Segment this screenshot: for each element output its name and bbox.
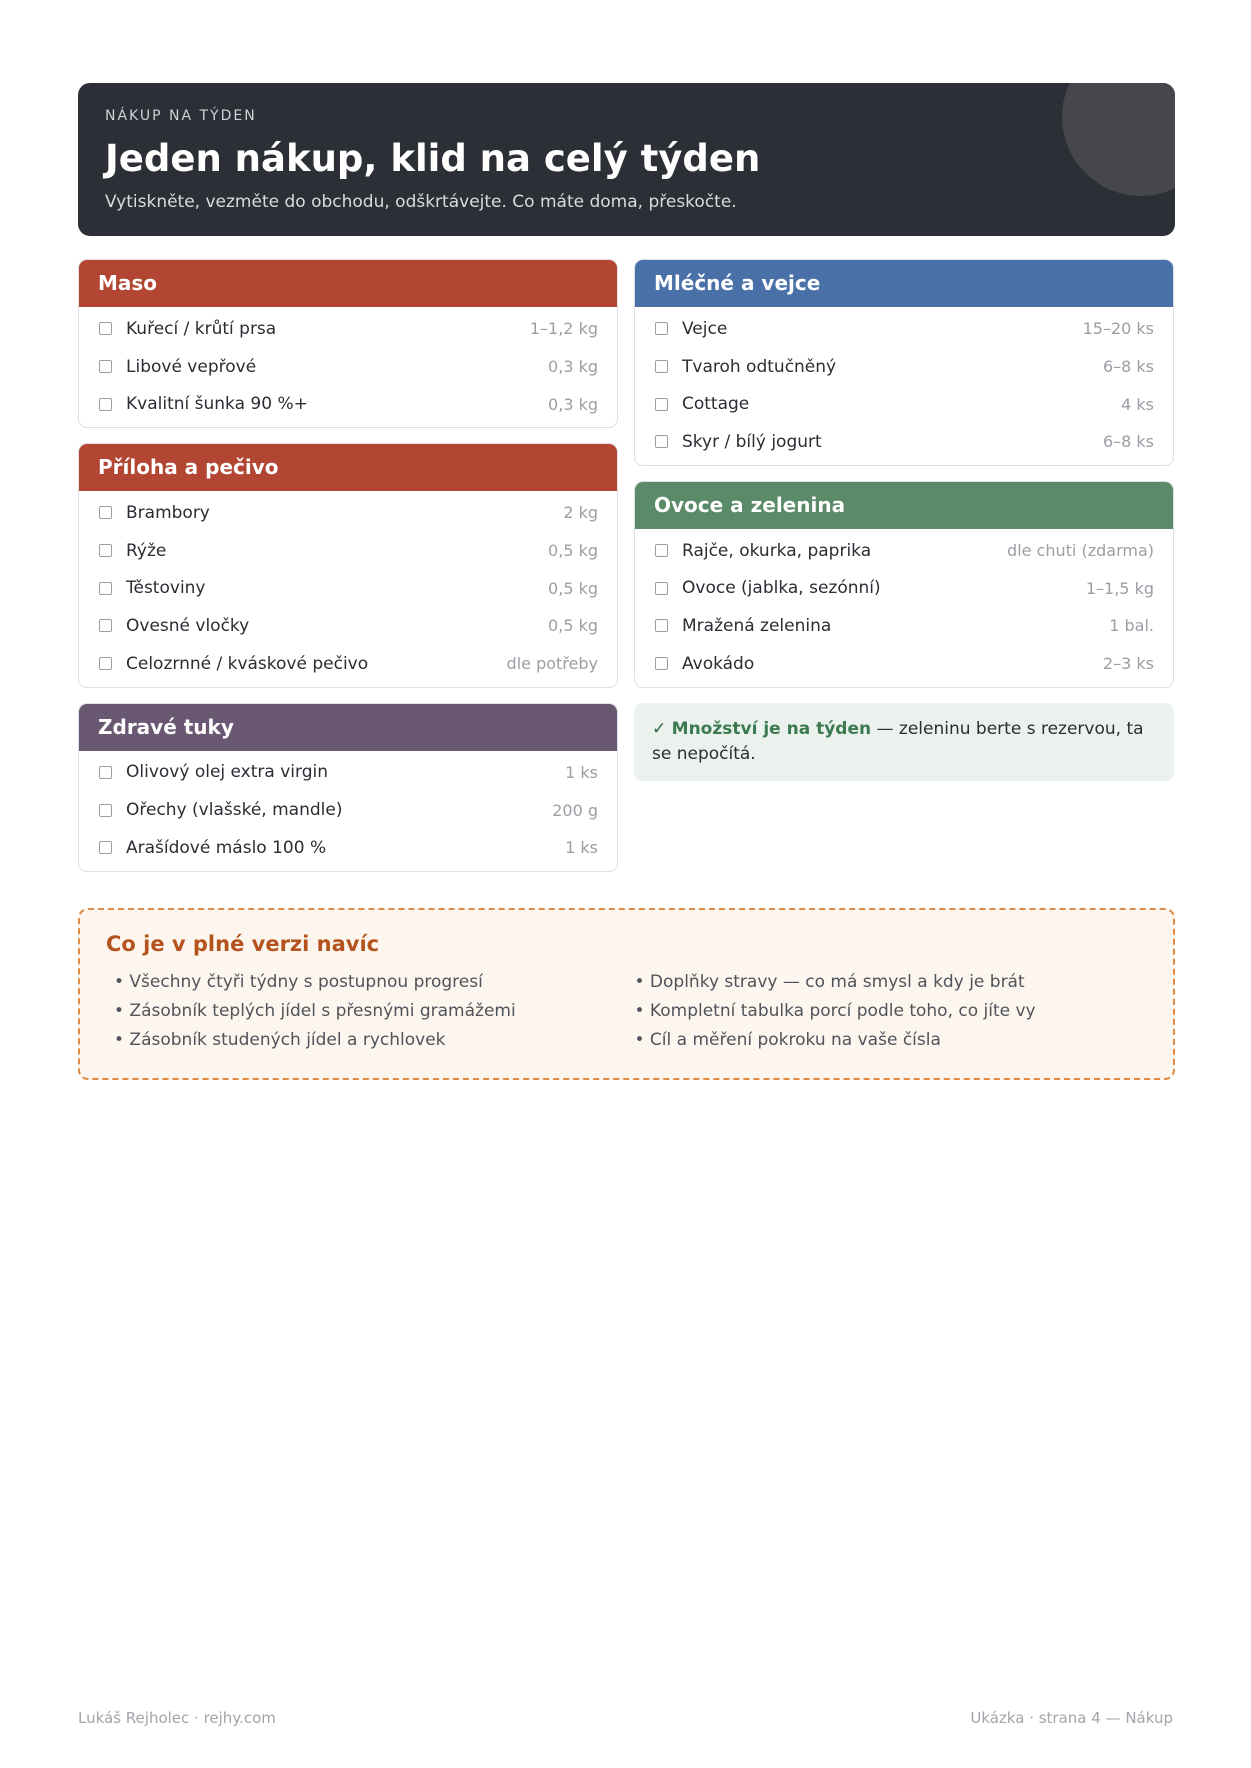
page-subtitle: Vytiskněte, vezměte do obchodu, odškrtávejte. Co máte doma, přeskočte. (105, 192, 737, 212)
item-quantity: 2–3 ks (1102, 654, 1154, 674)
checkbox-icon[interactable] (99, 766, 112, 779)
note-text: — zeleninu berte s rezervou, ta se nepočítá. (652, 718, 1144, 764)
category-title: Ovoce a zelenina (635, 482, 1173, 529)
list-item[interactable] (79, 607, 617, 645)
list-item[interactable] (635, 607, 1173, 645)
extras-left-list (106, 968, 627, 1055)
category-title: Zdravé tuky (79, 704, 617, 751)
note-bold: Množství je na týden (671, 718, 872, 739)
item-name: Ořechy (vlašské, mandle) (126, 800, 343, 821)
list-item[interactable] (79, 791, 617, 829)
checkbox-icon[interactable] (655, 322, 668, 335)
list-item[interactable] (79, 348, 617, 386)
item-name: Cottage (682, 394, 750, 415)
footer-author: Lukáš Rejholec · rejhy.com (78, 1709, 276, 1727)
item-name: Avokádo (682, 653, 755, 674)
list-item[interactable] (635, 569, 1173, 607)
checkbox-icon[interactable] (655, 360, 668, 373)
checkbox-icon[interactable] (99, 619, 112, 632)
item-quantity: dle potřeby (506, 654, 598, 674)
list-item[interactable] (79, 645, 617, 683)
header-banner (78, 83, 1175, 236)
checkbox-icon[interactable] (99, 544, 112, 557)
page-title: Jeden nákup, klid na celý týden (105, 137, 761, 180)
checkbox-icon[interactable] (99, 582, 112, 595)
item-name: Vejce (682, 318, 728, 339)
item-quantity: 1–1,2 kg (529, 319, 598, 339)
checkbox-icon[interactable] (99, 804, 112, 817)
item-name: Olivový olej extra virgin (126, 762, 328, 783)
check-icon: ✓ (652, 718, 667, 739)
extras-bullet: • Všechny čtyři týdny s postupnou progresí (114, 971, 483, 992)
item-quantity: 0,5 kg (548, 578, 598, 598)
item-quantity: 1 ks (565, 838, 598, 858)
item-name: Kvalitní šunka 90 %+ (126, 394, 308, 415)
list-item[interactable] (635, 310, 1173, 348)
item-quantity: 200 g (552, 800, 598, 820)
category-card (78, 703, 618, 872)
category-card (634, 259, 1174, 466)
list-item[interactable] (79, 569, 617, 607)
checkbox-icon[interactable] (655, 398, 668, 411)
right-column (634, 259, 1174, 887)
checkbox-icon[interactable] (99, 657, 112, 670)
extras-bullet: • Zásobník teplých jídel s přesnými gramážemi (114, 1000, 516, 1021)
item-quantity: 6–8 ks (1102, 357, 1154, 377)
item-name: Arašídové máslo 100 % (126, 837, 327, 858)
item-quantity: 0,3 kg (548, 357, 598, 377)
list-item[interactable] (79, 754, 617, 792)
item-name: Kuřecí / krůtí prsa (126, 318, 277, 339)
list-item[interactable] (79, 385, 617, 423)
item-name: Ovoce (jablka, sezónní) (682, 578, 881, 599)
list-item[interactable] (635, 423, 1173, 461)
list-item[interactable] (635, 645, 1173, 683)
footer-page-info: Ukázka · strana 4 — Nákup (970, 1709, 1173, 1727)
checkbox-icon[interactable] (655, 544, 668, 557)
item-name: Těstoviny (126, 578, 206, 599)
item-quantity: 1–1,5 kg (1085, 578, 1154, 598)
checkbox-icon[interactable] (99, 398, 112, 411)
extras-right-list (627, 968, 1148, 1055)
item-name: Ovesné vločky (126, 615, 250, 636)
extras-bullet: • Kompletní tabulka porcí podle toho, co jíte vy (634, 1000, 1036, 1021)
item-name: Celozrnné / kváskové pečivo (126, 653, 369, 674)
extras-bullet: • Cíl a měření pokroku na vaše čísla (634, 1029, 941, 1050)
category-title: Příloha a pečivo (79, 444, 617, 491)
item-name: Tvaroh odtučněný (682, 356, 837, 377)
checkbox-icon[interactable] (655, 657, 668, 670)
item-name: Mražená zelenina (682, 615, 832, 636)
list-item[interactable] (79, 532, 617, 570)
page (78, 83, 1175, 1080)
list-item[interactable] (635, 385, 1173, 423)
item-name: Brambory (126, 502, 210, 523)
category-card (78, 443, 618, 687)
item-quantity: dle chuti (zdarma) (1007, 541, 1154, 561)
extras-box (78, 908, 1175, 1080)
item-name: Rýže (126, 540, 167, 561)
list-item[interactable] (79, 310, 617, 348)
checkbox-icon[interactable] (655, 435, 668, 448)
item-quantity: 1 bal. (1109, 616, 1154, 636)
list-item[interactable] (79, 829, 617, 867)
item-quantity: 0,5 kg (548, 541, 598, 561)
extras-bullet: • Doplňky stravy — co má smysl a kdy je brát (634, 971, 1025, 992)
checkbox-icon[interactable] (99, 322, 112, 335)
item-quantity: 15–20 ks (1082, 319, 1154, 339)
checkbox-icon[interactable] (655, 582, 668, 595)
category-title: Mléčné a vejce (635, 260, 1173, 307)
extras-title: Co je v plné verzi navíc (106, 931, 380, 956)
item-quantity: 4 ks (1121, 394, 1154, 414)
list-item[interactable] (635, 532, 1173, 570)
checkbox-icon[interactable] (99, 360, 112, 373)
item-name: Skyr / bílý jogurt (682, 431, 822, 452)
checkbox-icon[interactable] (655, 619, 668, 632)
extras-bullet: • Zásobník studených jídel a rychlovek (114, 1029, 446, 1050)
list-item[interactable] (635, 348, 1173, 386)
item-quantity: 2 kg (563, 503, 598, 523)
category-title: Maso (79, 260, 617, 307)
item-quantity: 6–8 ks (1102, 432, 1154, 452)
item-quantity: 1 ks (565, 762, 598, 782)
item-quantity: 0,3 kg (548, 394, 598, 414)
category-card (634, 481, 1174, 688)
header-kicker: NÁKUP NA TÝDEN (105, 108, 257, 124)
quantity-note (634, 703, 1174, 781)
list-item[interactable] (79, 494, 617, 532)
category-card (78, 259, 618, 428)
item-name: Rajče, okurka, paprika (682, 540, 872, 561)
left-column (78, 259, 618, 887)
checkbox-icon[interactable] (99, 506, 112, 519)
item-quantity: 0,5 kg (548, 616, 598, 636)
checkbox-icon[interactable] (99, 841, 112, 854)
item-name: Libové vepřové (126, 356, 257, 377)
